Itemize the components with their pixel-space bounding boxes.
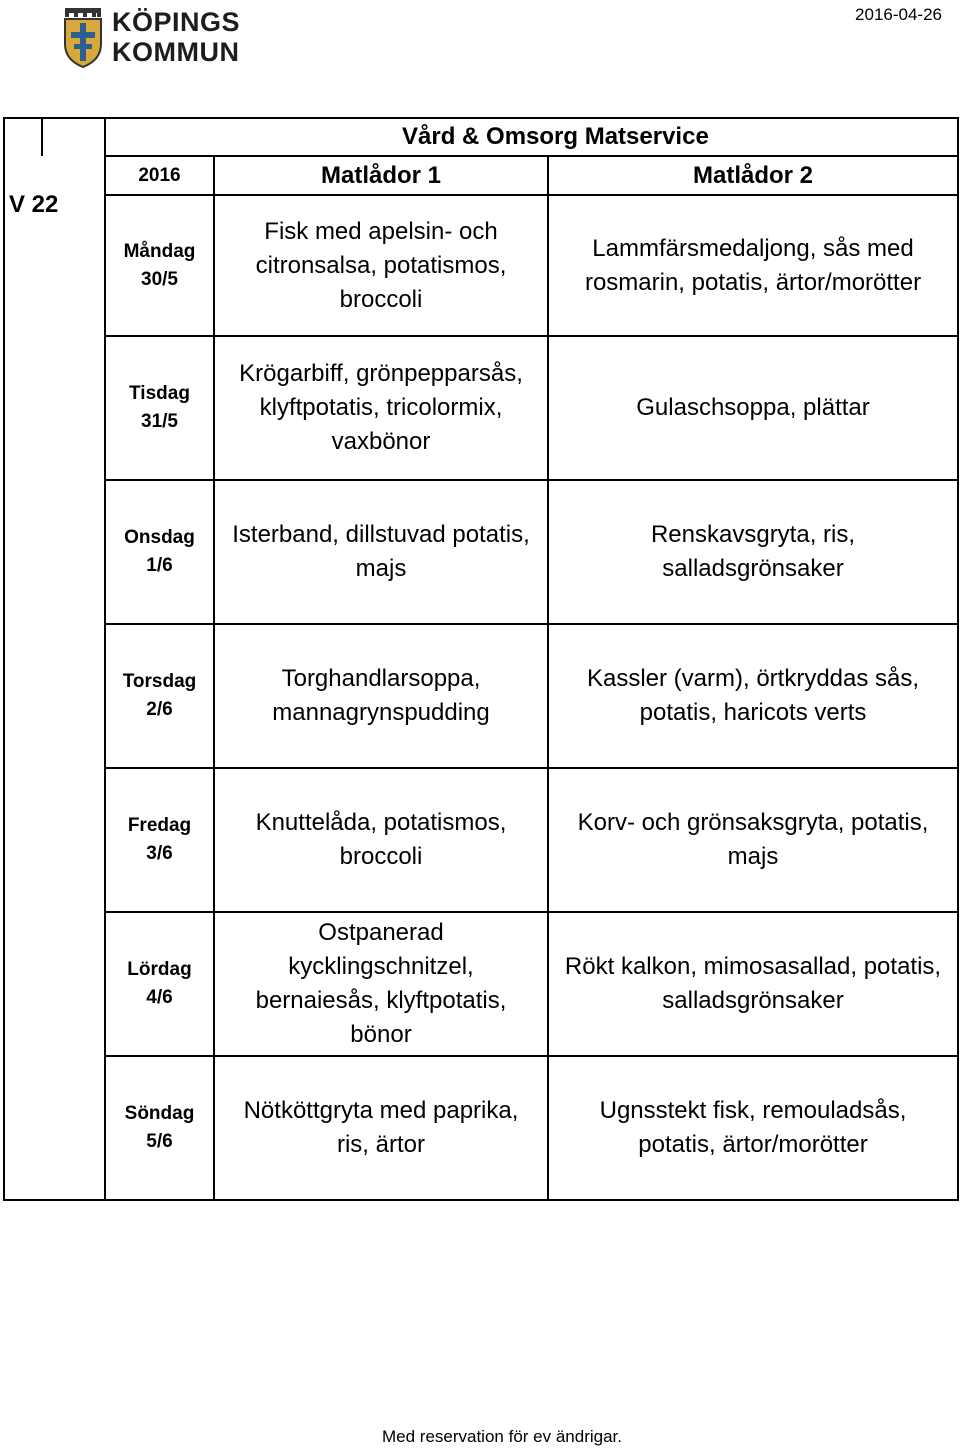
day-name: Onsdag (124, 527, 195, 548)
logo-line-2: KOMMUN (112, 37, 240, 67)
day-name: Måndag (123, 240, 196, 262)
meal-box1: Isterband, dillstuvad potatis, majs (214, 480, 548, 624)
coat-of-arms-icon (62, 6, 104, 68)
table-row (4, 195, 958, 336)
meal-box2: Lammfärsmedaljong, sås med rosmarin, potatis, ärtor/morötter (548, 195, 958, 336)
day-cell (105, 195, 214, 336)
week-number: V 22 (9, 191, 59, 218)
meal-box1: Krögarbiff, grönpepparsås, klyftpotatis, tricolormix, vaxbönor (214, 336, 548, 480)
meal-box1: Torghandlarsoppa, mannagrynspudding (214, 624, 548, 768)
day-date: 3/6 (146, 843, 173, 864)
reservation-note: Med reservation för ev ändrigar. (381, 1427, 622, 1446)
meal-box2: Renskavsgryta, ris, salladsgrönsaker (548, 480, 958, 624)
menu-table (3, 117, 959, 1201)
table-row (4, 480, 958, 624)
day-date: 2/6 (146, 699, 173, 720)
day-name: Torsdag (122, 671, 197, 692)
meal-box1: Nötköttgryta med paprika, ris, ärtor (214, 1056, 548, 1200)
day-name: Söndag (124, 1103, 195, 1124)
day-date: 30/5 (141, 268, 178, 290)
title-row (4, 118, 958, 156)
day-date: 31/5 (141, 411, 178, 432)
table-row (4, 912, 958, 1056)
table-row (4, 624, 958, 768)
week-label-cell (4, 156, 105, 195)
day-cell (105, 768, 214, 912)
meal-box2: Kassler (varm), örtkryddas sås, potatis, haricots verts (548, 624, 958, 768)
day-date: 1/6 (146, 555, 173, 576)
day-cell (105, 624, 214, 768)
box2-header: Matlådor 2 (548, 156, 958, 195)
day-name: Lördag (127, 959, 192, 980)
day-date: 5/6 (146, 1131, 173, 1152)
logo-text (112, 7, 240, 67)
meal-box2: Rökt kalkon, mimosasallad, potatis, salladsgrönsaker (548, 912, 958, 1056)
box1-header: Matlådor 1 (214, 156, 548, 195)
kopings-kommun-logo (62, 4, 240, 70)
day-cell (105, 336, 214, 480)
day-date: 4/6 (146, 987, 173, 1008)
day-name: Tisdag (129, 383, 190, 404)
document-date: 2016-04-26 (855, 5, 942, 24)
day-cell (105, 912, 214, 1056)
header-row (4, 156, 958, 195)
table-row (4, 1056, 958, 1200)
day-cell (105, 1056, 214, 1200)
meal-box1: Fisk med apelsin- och citronsalsa, potatismos, broccoli (214, 195, 548, 336)
day-cell (105, 480, 214, 624)
meal-box2: Ugnsstekt fisk, remouladsås, potatis, ärtor/morötter (548, 1056, 958, 1200)
logo-line-1: KÖPINGS (112, 7, 241, 37)
meal-box1: Ostpanerad kycklingschnitzel, bernaiesås, klyftpotatis, bönor (214, 912, 548, 1056)
table-title: Vård & Omsorg Matservice (214, 118, 958, 156)
meal-box2: Korv- och grönsaksgryta, potatis, majs (548, 768, 958, 912)
table-row (4, 768, 958, 912)
meal-box1: Knuttelåda, potatismos, broccoli (214, 768, 548, 912)
table-row (4, 336, 958, 480)
meal-box2: Gulaschsoppa, plättar (548, 336, 958, 480)
day-name: Fredag (127, 815, 192, 836)
year-label: 2016 (105, 156, 214, 195)
